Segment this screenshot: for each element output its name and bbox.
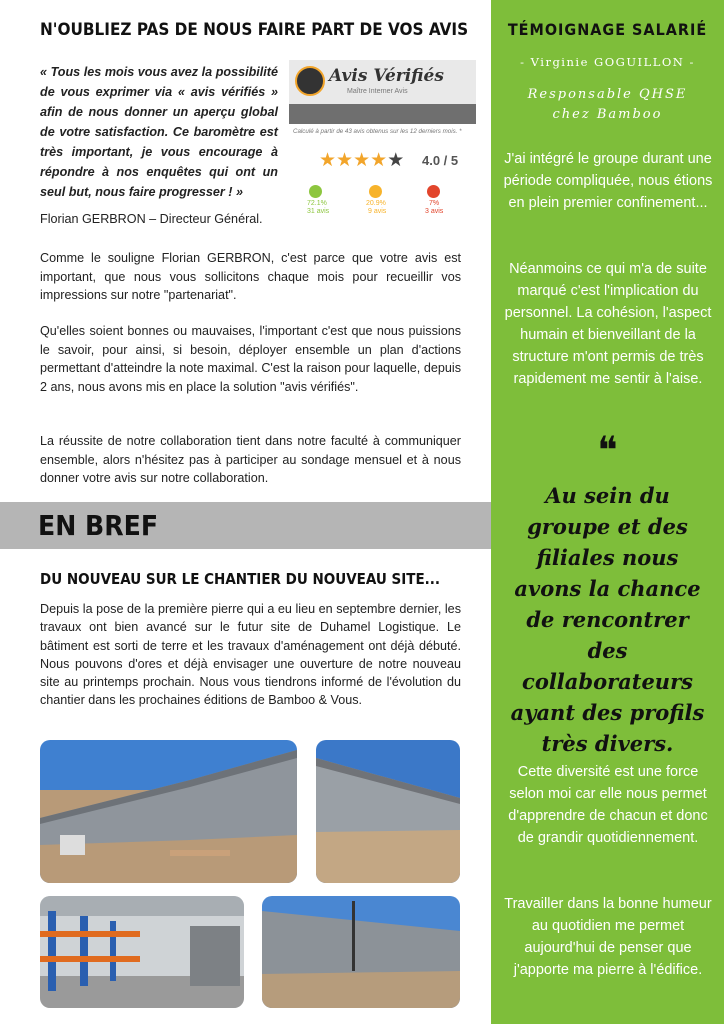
avis-logo-text: Avis Vérifiés [329,66,444,86]
avis-verifies-widget [289,60,476,220]
testimony-paragraph-1: J'ai intégré le groupe durant une période compliquée, nous étions en plein premier confinement... [503,151,713,211]
star-filled-icon: ★ [319,150,337,171]
star-filled-icon: ★ [370,150,388,171]
testimony-role-2: chez Bamboo [552,107,663,122]
testimony-paragraph-2: Néanmoins ce qui m'a de suite marqué c'est l'implication du personnel. La cohésion, l'aspect humain et bienveillant de la structure m'ont permis de très rapidement me sentir à l'aise. [504,261,712,387]
construction-photo-3 [262,896,460,1008]
avis-caption: Calculé à partir de 43 avis obtenus sur les 12 derniers mois. * [293,128,462,135]
feedback-paragraph-3: La réussite de notre collaboration tient dans notre faculté à communiquer ensemble, alors n'hésitez pas à participer au sondage mensuel et à nous donner votre avis sur notre collaboration. [40,434,461,485]
construction-heading: DU NOUVEAU SUR LE CHANTIER DU NOUVEAU SITE... [40,570,441,588]
rating-score: 4.0 / 5 [422,153,459,168]
neutral-percent: 20.9% [366,200,386,207]
construction-photo-1 [40,740,297,883]
testimony-name: - Virginie GOGUILLON - [520,55,695,69]
testimony-highlight-quote: Au sein du groupe et des filiales nous avons la chance de rencontrer des collaborateurs ayant des profils très divers. [510,483,705,756]
feedback-heading: N'OUBLIEZ PAS DE NOUS FAIRE PART DE VOS AVIS [40,20,469,40]
testimony-paragraph-4: Travailler dans la bonne humeur au quotidien me permet aujourd'hui de penser que j'apporte ma pierre à l'édifice. [504,896,712,978]
construction-text: Depuis la pose de la première pierre qui a eu lieu en septembre dernier, les travaux ont bien avancé sur le futur site de Duhamel Logistique. Le bâtiment est sorti de terre et les travaux d'aménagement ont déjà débuté. Nous pouvons d'ores et déjà envisager une ouverture de notre nouveau site au printemps prochain. Nous vous tiendrons informé de l'évolution du chantier dans les prochaines éditions de Bamboo & Vous. [40,602,461,708]
rating-stars [319,149,404,172]
avis-logo-sub: Maître Interner Avis [347,88,408,95]
testimony-paragraph-3: Cette diversité est une force selon moi car elle nous permet d'apprendre de chacun et donc de grandir quotidiennement. [508,764,708,846]
star-empty-icon: ★ [387,150,405,171]
neutral-count: 9 avis [368,208,387,215]
construction-photo-2 [316,740,460,883]
avis-logo-badge [295,66,325,96]
star-filled-icon: ★ [336,150,354,171]
negative-smiley-icon [427,185,440,198]
testimony-title: TÉMOIGNAGE SALARIÉ [507,20,708,39]
positive-percent: 72.1% [307,200,327,207]
warehouse-racks-photo [40,896,244,1008]
positive-smiley-icon [309,185,322,198]
ceo-attribution: Florian GERBRON – Directeur Général. [40,212,263,226]
feedback-paragraph-1: Comme le souligne Florian GERBRON, c'est parce que votre avis est important, que nous vous sollicitons chaque mois pour recueillir vos impressions sur notre "partenariat". [40,251,461,302]
quote-mark-icon: ❝ [597,428,618,472]
star-filled-icon: ★ [353,150,371,171]
avis-logo-bar [289,60,476,124]
feedback-paragraph-2: Qu'elles soient bonnes ou mauvaises, l'important c'est que nous puissions le savoir, pour ainsi, si besoin, déployer ensemble un plan d'actions permettant d'atteindre la note maximal. C'est la raison pour laquelle, depuis 2 ans, nous avons mis en place la solution "avis vérifiés". [40,324,461,394]
negative-percent: 7% [429,200,440,207]
positive-count: 31 avis [307,208,330,215]
ceo-quote: « Tous les mois vous avez la possibilité de vous exprimer via « avis vérifiés » afin de nous donner un aperçu global de votre satisfaction. Ce baromètre est très important, je vous encourage à répondre à nos enquêtes qui ont un seul but, nous faire progresser ! » [40,65,278,199]
en-bref-title: EN BREF [38,509,159,542]
negative-count: 3 avis [425,208,444,215]
testimony-role-1: Responsable QHSE [527,87,688,102]
en-bref-banner [0,502,491,549]
neutral-smiley-icon [369,185,382,198]
